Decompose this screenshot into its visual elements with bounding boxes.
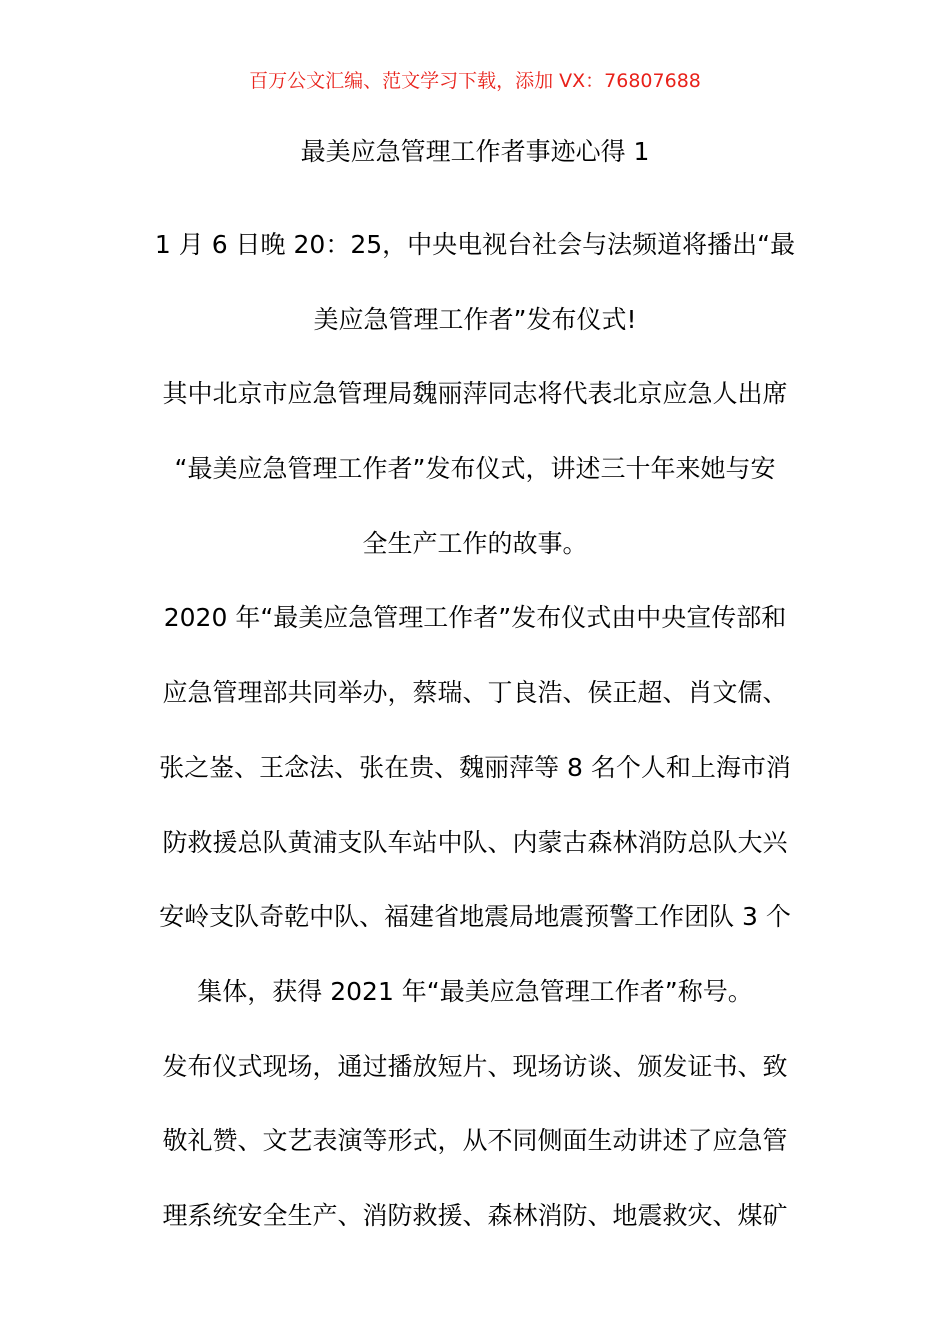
watermark-header: 百万公文汇编、范文学习下载，添加 VX：76807688 [249,70,701,92]
body-line: 应急管理部共同举办，蔡瑞、丁良浩、侯正超、肖文儒、 [162,678,788,708]
body-line: 理系统安全生产、消防救援、森林消防、地震救灾、煤矿 [162,1200,788,1230]
body-line: 安岭支队奇乾中队、福建省地震局地震预警工作团队 3 个 [159,902,791,932]
body-line: 发布仪式现场，通过播放短片、现场访谈、颁发证书、致 [162,1051,788,1081]
body-line: 1 月 6 日晚 20：25，中央电视台社会与法频道将播出“最 [154,230,796,259]
body-line: 敬礼赞、文艺表演等形式，从不同侧面生动讲述了应急管 [162,1126,788,1156]
document-title: 最美应急管理工作者事迹心得 1 [300,137,650,166]
document-body [150,208,800,1254]
body-line: 张之崟、王念法、张在贵、魏丽萍等 8 名个人和上海市消 [159,752,791,782]
body-line: “最美应急管理工作者”发布仪式，讲述三十年来她与安 [174,454,776,484]
body-line: 美应急管理工作者”发布仪式! [313,304,637,334]
body-line: 全生产工作的故事。 [362,528,588,558]
body-line: 防救援总队黄浦支队车站中队、内蒙古森林消防总队大兴 [162,827,788,857]
body-line: 其中北京市应急管理局魏丽萍同志将代表北京应急人出席 [162,379,788,409]
body-line: 集体，获得 2021 年“最美应急管理工作者”称号。 [197,976,753,1006]
body-line: 2020 年“最美应急管理工作者”发布仪式由中央宣传部和 [163,603,787,633]
